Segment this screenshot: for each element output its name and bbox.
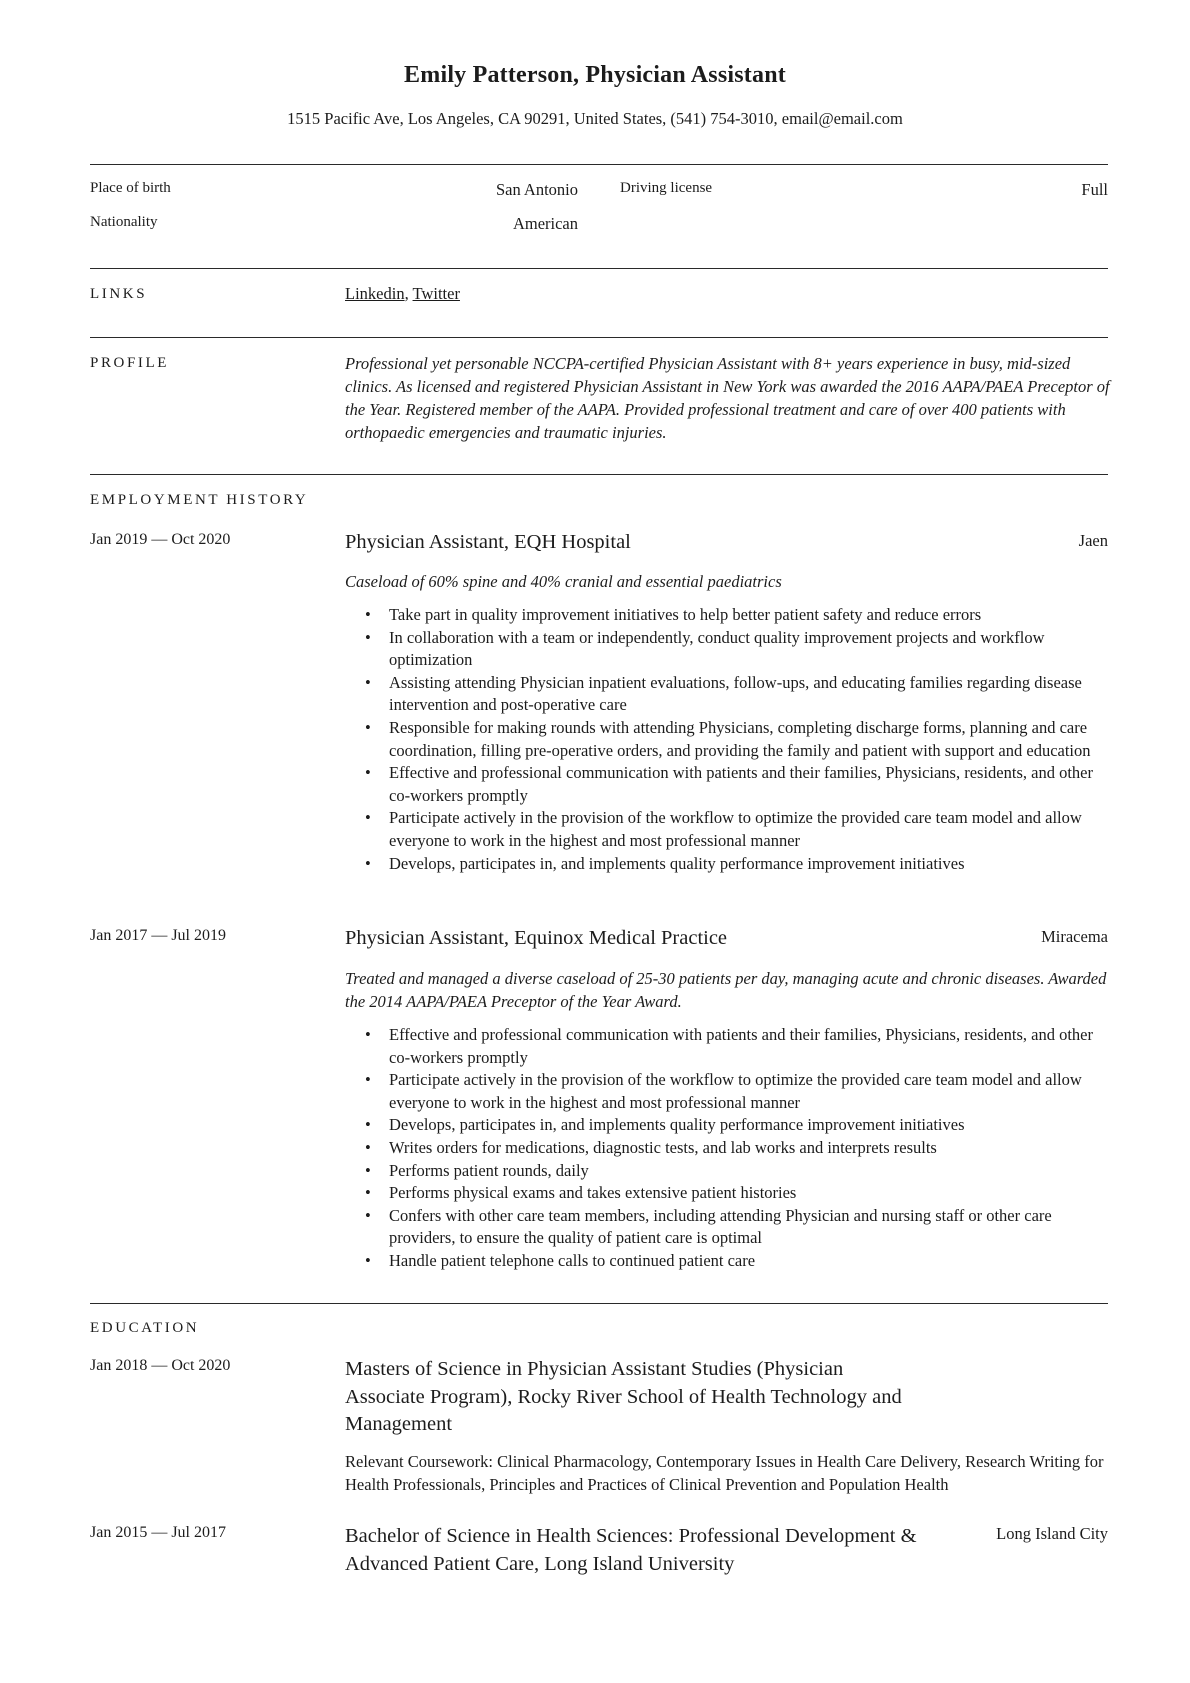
driving-license-label: Driving license — [620, 180, 713, 196]
nationality-value: American — [512, 214, 578, 233]
links-list — [345, 284, 460, 304]
linkedin-link[interactable]: Linkedin — [345, 284, 405, 303]
profile-text: Professional yet personable NCCPA-certified Physician Assistant with 8+ years experience in busy, mid-sized clinics. As licensed and registered Physician Assistant in New York was awarded the 2016 AAPA/PAEA Preceptor of the Year. Registered member of the AAPA. Provided professional treatment and care of over 400 patients with orthopaedic emergencies and traumatic injuries. — [345, 354, 1110, 442]
job-bullet: • Assisting attending Physician inpatient evaluations, follow-ups, and educating families regarding disease intervention and post-operative care — [389, 672, 1110, 717]
profile-heading: PROFILE — [90, 355, 170, 371]
job-bullet-list — [345, 1024, 1110, 1273]
twitter-link[interactable]: Twitter — [412, 284, 460, 303]
job-bullet: • Participate actively in the provision of the workflow to optimize the provided care team model and allow everyone to work in the highest and most professional manner — [389, 807, 1110, 852]
job-city: Miracema — [1041, 927, 1108, 946]
driving-license-value: Full — [1081, 180, 1108, 199]
links-separator: , — [404, 284, 409, 303]
divider — [90, 164, 1108, 165]
job-bullet: • Performs patient rounds, daily — [389, 1160, 1110, 1183]
job-bullet: • Develops, participates in, and implements quality performance improvement initiatives — [389, 1114, 1110, 1137]
job-bullet: • Take part in quality improvement initiatives to help better patient safety and reduce errors — [389, 604, 1110, 627]
job-bullet: • Confers with other care team members, including attending Physician and nursing staff or other care providers, to ensure the quality of patient care is optimal — [389, 1205, 1110, 1250]
divider — [90, 474, 1108, 475]
education-city: Long Island City — [996, 1524, 1108, 1543]
job-dates: Jan 2017 — Jul 2019 — [90, 927, 226, 944]
job-summary: Caseload of 60% spine and 40% cranial and essential paediatrics — [345, 572, 782, 591]
employment-heading: EMPLOYMENT HISTORY — [90, 492, 309, 508]
job-bullet: • Effective and professional communication with patients and their families, Physicians, residents, and other co-workers promptly — [389, 762, 1110, 807]
job-city: Jaen — [1078, 531, 1108, 550]
job-bullet: • Participate actively in the provision of the workflow to optimize the provided care team model and allow everyone to work in the highest and most professional manner — [389, 1069, 1110, 1114]
divider — [90, 337, 1108, 338]
education-dates: Jan 2015 — Jul 2017 — [90, 1524, 226, 1541]
job-summary: Treated and managed a diverse caseload of 25-30 patients per day, managing acute and chronic diseases. Awarded the 2014 AAPA/PAEA Preceptor of the Year Award. — [345, 969, 1107, 1011]
job-bullet: • Writes orders for medications, diagnostic tests, and lab works and interprets results — [389, 1137, 1110, 1160]
job-dates: Jan 2019 — Oct 2020 — [90, 531, 231, 548]
nationality-label: Nationality — [90, 214, 158, 230]
education-dates: Jan 2018 — Oct 2020 — [90, 1357, 231, 1374]
place-of-birth-value: San Antonio — [495, 180, 578, 199]
links-heading: LINKS — [90, 286, 148, 302]
resume-name-title: Emily Patterson, Physician Assistant — [404, 62, 786, 88]
job-bullet: • In collaboration with a team or independently, conduct quality improvement projects and workflow optimization — [389, 627, 1110, 672]
contact-info: 1515 Pacific Ave, Los Angeles, CA 90291, United States, (541) 754-3010, email@email.com — [287, 109, 903, 128]
job-bullet: • Develops, participates in, and implements quality performance improvement initiatives — [389, 853, 1110, 876]
job-bullet-list — [345, 604, 1110, 875]
job-title: Physician Assistant, Equinox Medical Practice — [345, 927, 728, 949]
job-bullet: • Effective and professional communication with patients and their families, Physicians, residents, and other co-workers promptly — [389, 1024, 1110, 1069]
divider — [90, 268, 1108, 269]
education-coursework: Relevant Coursework: Clinical Pharmacology, Contemporary Issues in Health Care Delivery, Research Writing for Health Professionals, Principles and Practices of Clinical Prevention and Population Health — [345, 1452, 1104, 1494]
education-heading: EDUCATION — [90, 1320, 200, 1336]
job-bullet: • Handle patient telephone calls to continued patient care — [389, 1250, 1110, 1273]
divider — [90, 1303, 1108, 1304]
education-title: Masters of Science in Physician Assistant Studies (Physician Associate Program), Rocky River School of Health Technology and Management — [345, 1358, 902, 1435]
job-bullet: • Responsible for making rounds with attending Physicians, completing discharge forms, planning and care coordination, filling pre-operative orders, and providing the family and patient with support and education — [389, 717, 1110, 762]
education-title: Bachelor of Science in Health Sciences: Professional Development & Advanced Patient Care, Long Island University — [345, 1525, 917, 1575]
job-bullet: • Performs physical exams and takes extensive patient histories — [389, 1182, 1110, 1205]
job-title: Physician Assistant, EQH Hospital — [345, 531, 631, 553]
place-of-birth-label: Place of birth — [90, 180, 171, 196]
